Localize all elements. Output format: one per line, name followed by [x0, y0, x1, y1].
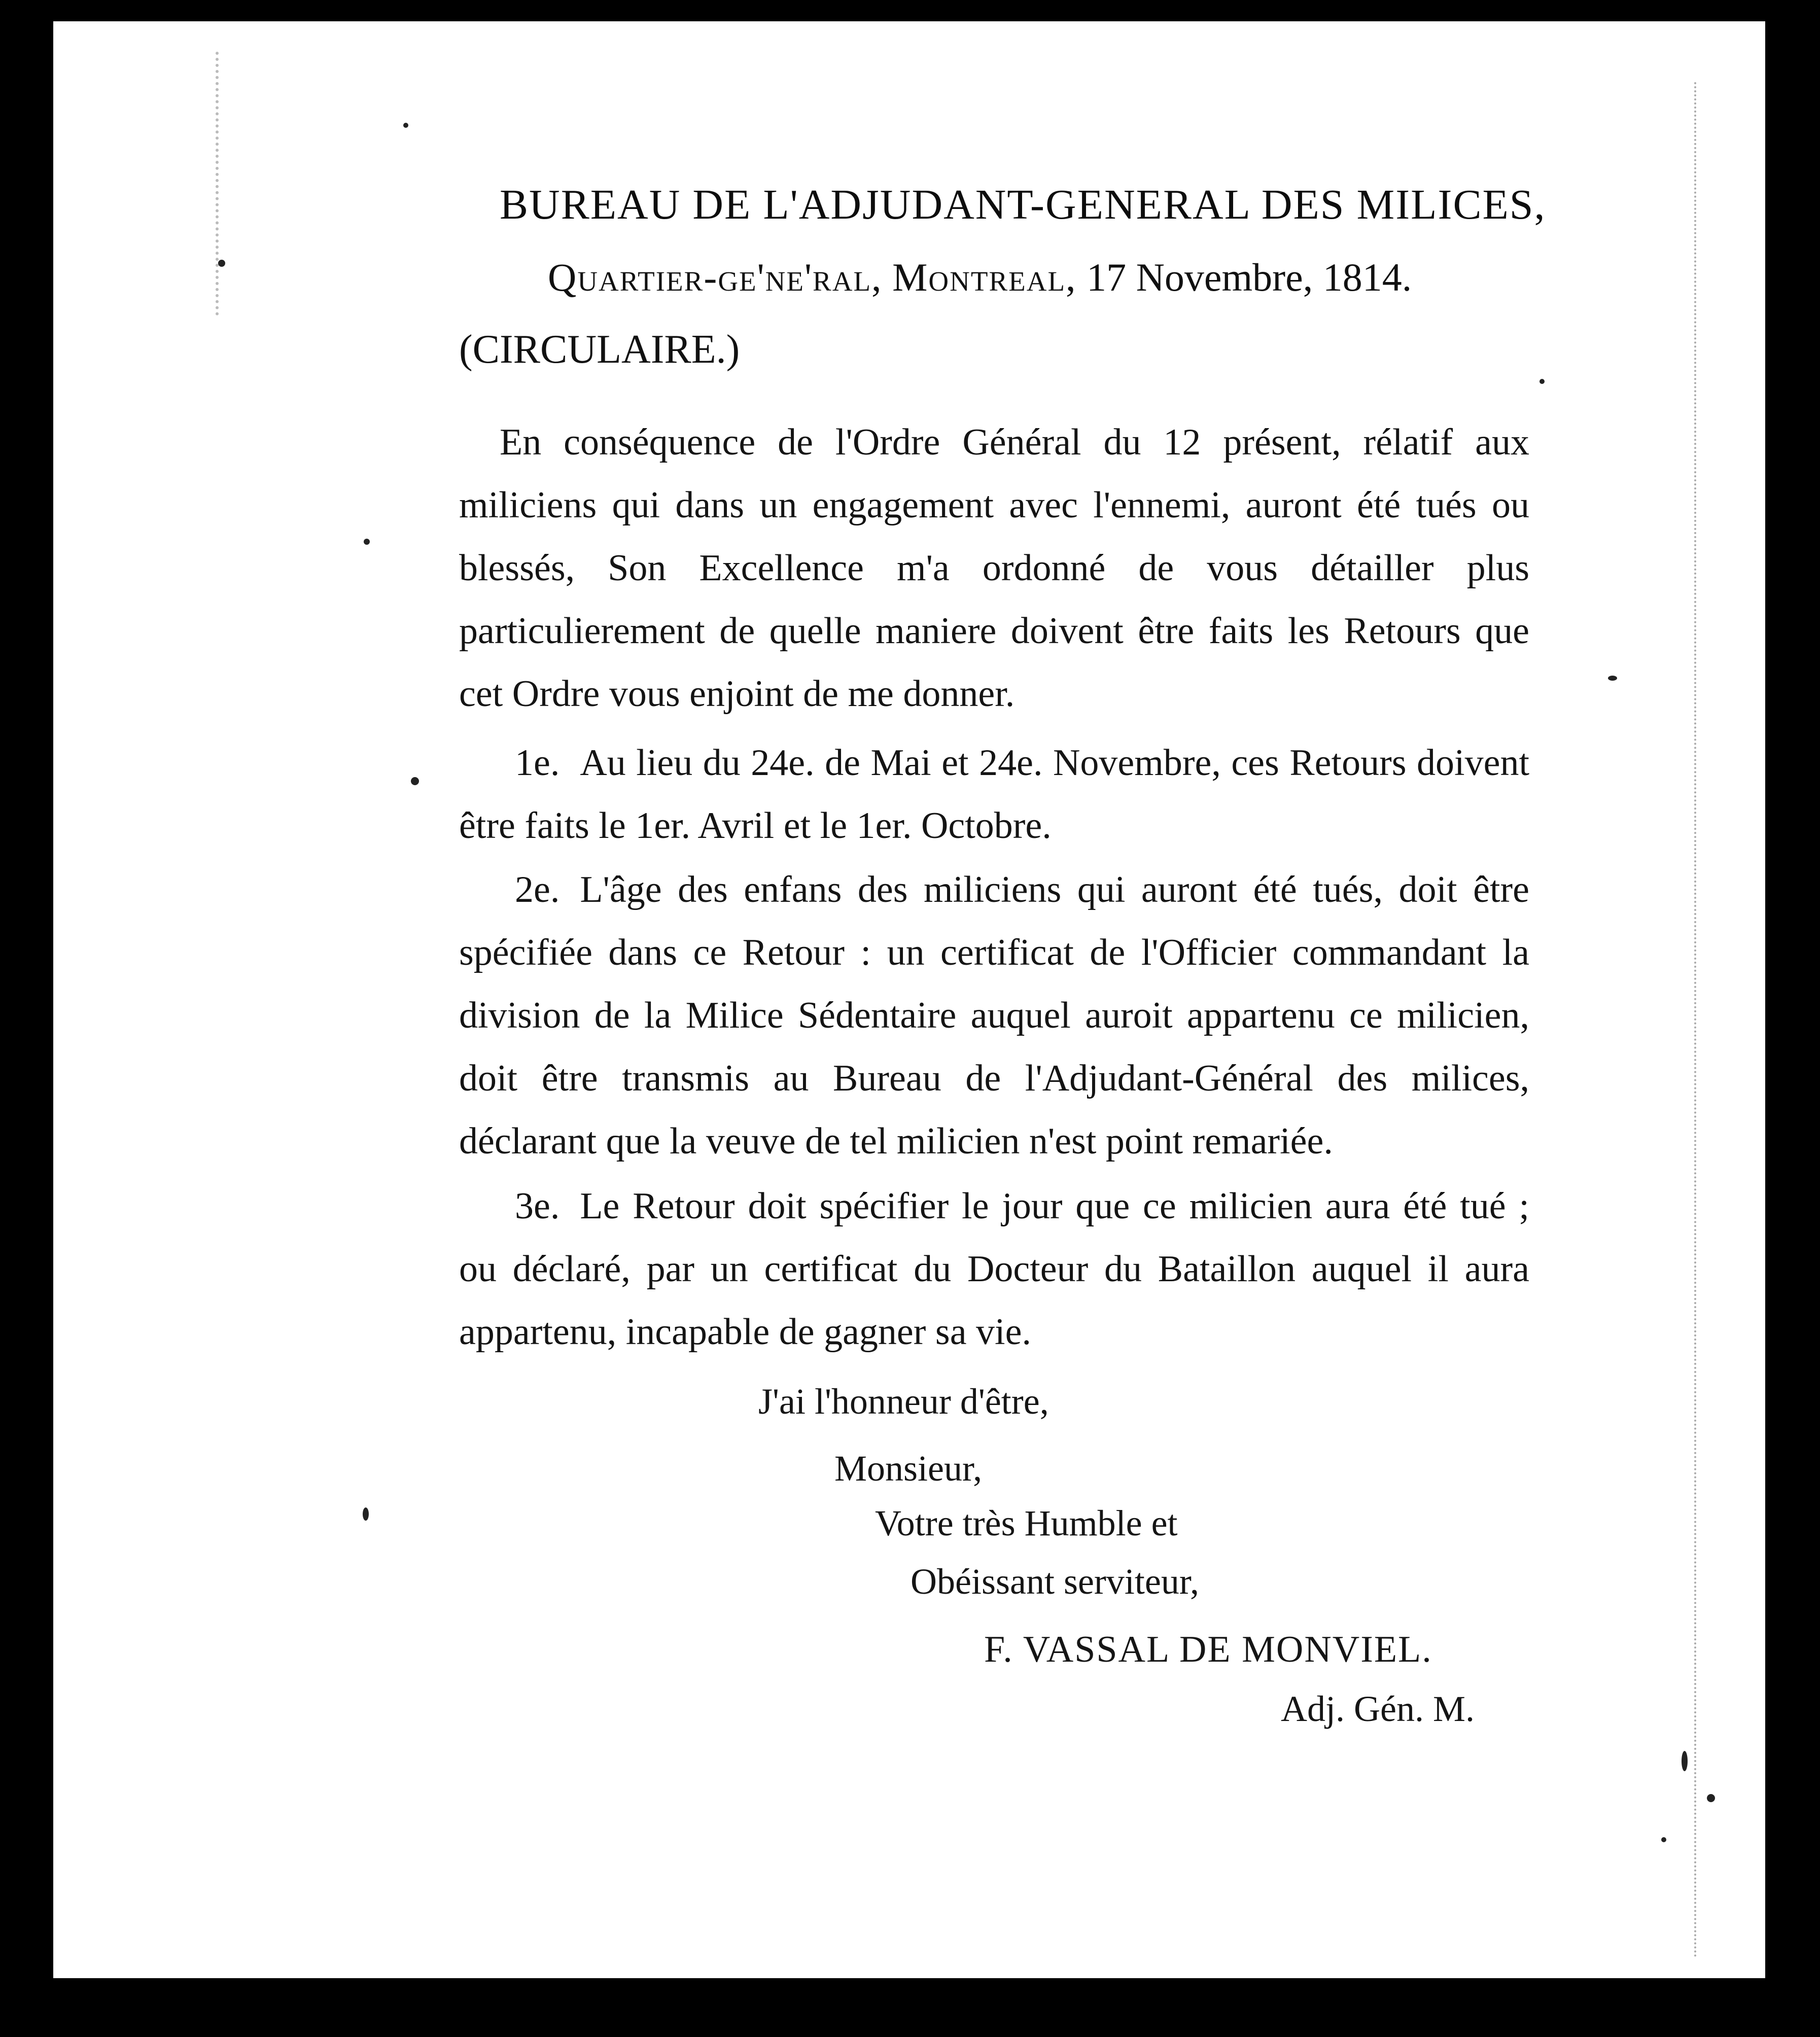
list-item [459, 1175, 1529, 1363]
scan-speck [403, 123, 408, 128]
dateline [548, 255, 1512, 300]
item-number: 2e. [515, 869, 560, 910]
document-heading: BUREAU DE L'ADJUDANT-GENERAL DES MILICES, [500, 181, 1546, 228]
item-number: 3e. [515, 1185, 560, 1227]
scan-speck [1661, 1837, 1666, 1842]
signatory-title: Adj. Gén. M. [1281, 1689, 1475, 1729]
closing-line: Obéissant serviteur, [911, 1561, 1199, 1602]
scan-speck [1707, 1794, 1715, 1802]
closing-line: Monsieur, [834, 1448, 983, 1489]
item-number: 1e. [515, 742, 560, 784]
scan-speck [1608, 676, 1617, 681]
item-text: Au lieu du 24e. de Mai et 24e. Novembre, ces Retours doivent être faits le 1er. Avril et le 1er. Octobre. [459, 742, 1529, 847]
dateline-place: Quartier-ge'ne'ral, [548, 255, 883, 299]
margin-bleed [216, 52, 279, 315]
list-item [459, 858, 1529, 1173]
circular-label: (CIRCULAIRE.) [459, 327, 740, 372]
signature: F. VASSAL DE MONVIEL. [984, 1629, 1432, 1670]
scan-speck [363, 1507, 369, 1521]
scan-speck [364, 539, 370, 545]
scan-speck [1682, 1751, 1688, 1771]
scan-speck [1539, 379, 1545, 384]
margin-bleed [1694, 82, 1701, 1959]
closing-line: J'ai l'honneur d'être, [758, 1381, 1049, 1422]
dateline-city: Montreal, [892, 255, 1077, 299]
list-item [459, 731, 1529, 857]
dateline-date: 17 Novembre, 1814. [1087, 255, 1412, 299]
scan-speck [411, 777, 419, 785]
closing-line: Votre très Humble et [875, 1503, 1178, 1543]
item-text: Le Retour doit spécifier le jour que ce milicien aura été tué ; ou déclaré, par un certificat du Docteur du Bataillon auquel il aura appartenu, incapable de gagner sa vie. [459, 1185, 1529, 1353]
intro-paragraph: En conséquence de l'Ordre Général du 12 présent, rélatif aux miliciens qui dans un engagement avec l'ennemi, auront été tués ou blessés, Son Excellence m'a ordonné de vous détailler plus particulierement de quelle maniere doivent être faits les Retours que cet Ordre vous enjoint de me donner. [459, 422, 1529, 715]
item-text: L'âge des enfans des miliciens qui auront été tués, doit être spécifiée dans ce Retour : un certificat de l'Officier commandant la division de la Milice Sédentaire auquel auroit appartenu ce milicien, doit être transmis au Bureau de l'Adjudant-Général des milices, déclarant que la veuve de tel milicien n'est point remariée. [459, 869, 1529, 1162]
document-page [53, 21, 1765, 1978]
